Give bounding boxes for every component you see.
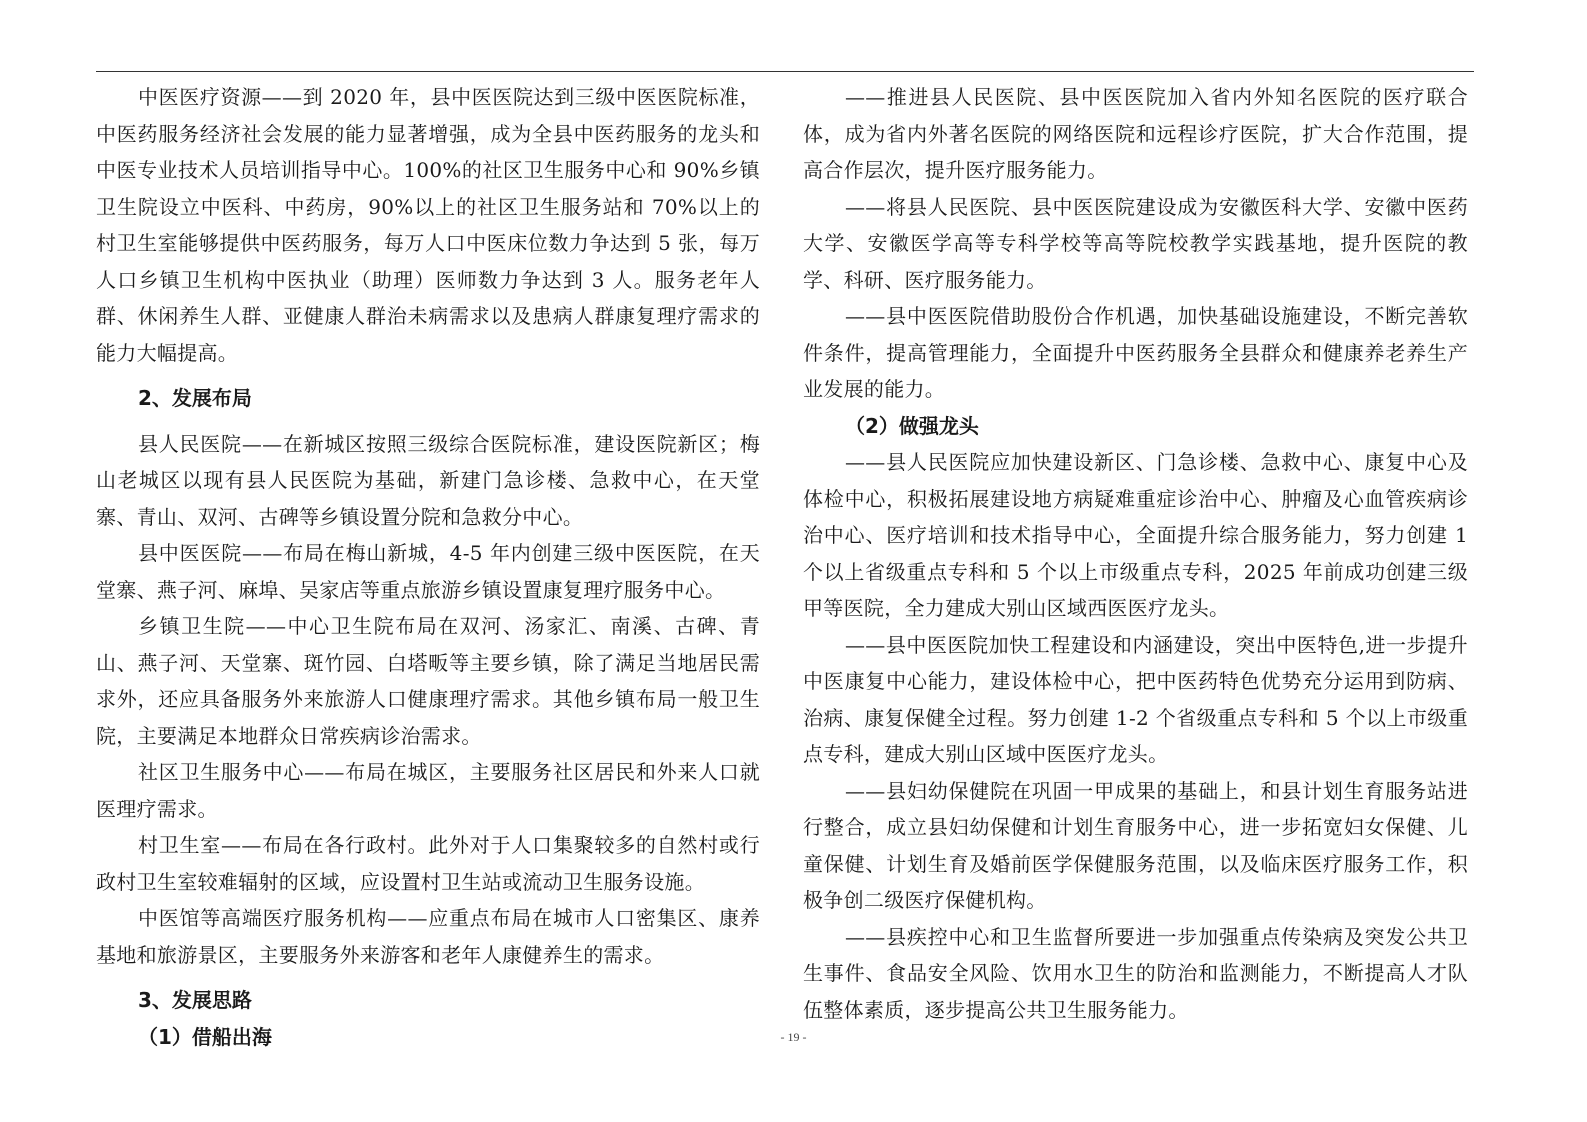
- heading-development-approach: 3、发展思路: [138, 988, 252, 1012]
- paragraph-county-peoples-hospital: 县人民医院——在新城区按照三级综合医院标准，建设医院新区；梅山老城区以现有县人民医院为基础，新建门急诊楼、急救中心，在天堂寨、青山、双河、古碑等乡镇设置分院和急救分中心。: [96, 431, 760, 529]
- paragraph-peoples-hospital-expansion: ——县人民医院应加快建设新区、门急诊楼、急救中心、康复中心及体检中心，积极拓展建设地方病疑难重症诊治中心、肿瘤及心血管疾病诊治中心、医疗培训和技术指导中心，全面提升综合服务能力，努力创建 1 个以上省级重点专科和 5 个以上市级重点专科，2025 年前成功创建三级甲等医院，全力建成大别山区域西医医疗龙头。: [803, 450, 1468, 620]
- paragraph-village-clinics: 村卫生室——布局在各行政村。此外对于人口集聚较多的自然村或行政村卫生室较难辐射的区域，应设置村卫生站或流动卫生服务设施。: [96, 833, 760, 894]
- paragraph-maternal-child-health: ——县妇幼保健院在巩固一甲成果的基础上，和县计划生育服务站进行整合，成立县妇幼保健和计划生育服务中心，进一步拓宽妇女保健、儿童保健、计划生育及婚前医学保健服务范围，以及临床医疗服务工作，积极争创二级医疗保健机构。: [803, 778, 1468, 912]
- paragraph-shareholding-cooperation: ——县中医医院借助股份合作机遇，加快基础设施建设，不断完善软件条件，提高管理能力，全面提升中医药服务全县群众和健康养老养生产业发展的能力。: [803, 304, 1468, 401]
- paragraph-community-health-centers: 社区卫生服务中心——布局在城区，主要服务社区居民和外来人口就医理疗需求。: [96, 760, 760, 821]
- right-column: [803, 79, 1468, 1028]
- subheading-strengthen-leaders: （2）做强龙头: [845, 413, 979, 438]
- paragraph-cdc-supervision: ——县疾控中心和卫生监督所要进一步加强重点传染病及突发公共卫生事件、食品安全风险、饮用水卫生的防治和监测能力，不断提高人才队伍整体素质，逐步提高公共卫生服务能力。: [803, 924, 1468, 1022]
- paragraph-township-health-centers: 乡镇卫生院——中心卫生院布局在双河、汤家汇、南溪、古碑、青山、燕子河、天堂寨、斑竹园、白塔畈等主要乡镇，除了满足当地居民需求外，还应具备服务外来旅游人口健康理疗需求。其他乡镇布局一般卫生院，主要满足本地群众日常疾病诊治需求。: [96, 614, 760, 748]
- paragraph-tcm-hospital-construction: ——县中医医院加快工程建设和内涵建设，突出中医特色,进一步提升中医康复中心能力，建设体检中心，把中医药特色优势充分运用到防病、治病、康复保健全过程。努力创建 1-2 个省级重点专科和 5 个以上市级重点专科，建成大别山区域中医医疗龙头。: [803, 632, 1468, 766]
- left-column: [96, 79, 760, 1055]
- page-number: - 19 -: [780, 1030, 807, 1044]
- paragraph-county-tcm-hospital: 县中医医院——布局在梅山新城，4-5 年内创建三级中医医院，在天堂寨、燕子河、麻埠、吴家店等重点旅游乡镇设置康复理疗服务中心。: [96, 541, 760, 602]
- paragraph-teaching-base: ——将县人民医院、县中医医院建设成为安徽医科大学、安徽中医药大学、安徽医学高等专科学校等高等院校教学实践基地，提升医院的教学、科研、医疗服务能力。: [803, 194, 1468, 292]
- paragraph-tcm-resources: 中医医疗资源——到 2020 年，县中医医院达到三级中医医院标准，中医药服务经济社会发展的能力显著增强，成为全县中医药服务的龙头和中医专业技术人员培训指导中心。100%的社区卫生服务中心和 90%乡镇卫生院设立中医科、中药房，90%以上的社区卫生服务站和 70%以上的村卫生室能够提供中医药服务，每万人口中医床位数力争达到 5 张，每万人口乡镇卫生机构中医执业（助理）医师数力争达到 3 人。服务老年人群、休闲养生人群、亚健康人群治未病需求以及患病人群康复理疗需求的能力大幅提高。: [96, 85, 760, 365]
- header-rule: [96, 71, 1474, 72]
- heading-development-layout: 2、发展布局: [138, 386, 252, 410]
- paragraph-medical-alliance: ——推进县人民医院、县中医医院加入省内外知名医院的医疗联合体，成为省内外著名医院的网络医院和远程诊疗医院，扩大合作范围，提高合作层次，提升医疗服务能力。: [803, 85, 1468, 182]
- paragraph-high-end-medical-services: 中医馆等高端医疗服务机构——应重点布局在城市人口密集区、康养基地和旅游景区，主要服务外来游客和老年人康健养生的需求。: [96, 906, 760, 967]
- subheading-borrow-ship: （1）借船出海: [138, 1024, 272, 1049]
